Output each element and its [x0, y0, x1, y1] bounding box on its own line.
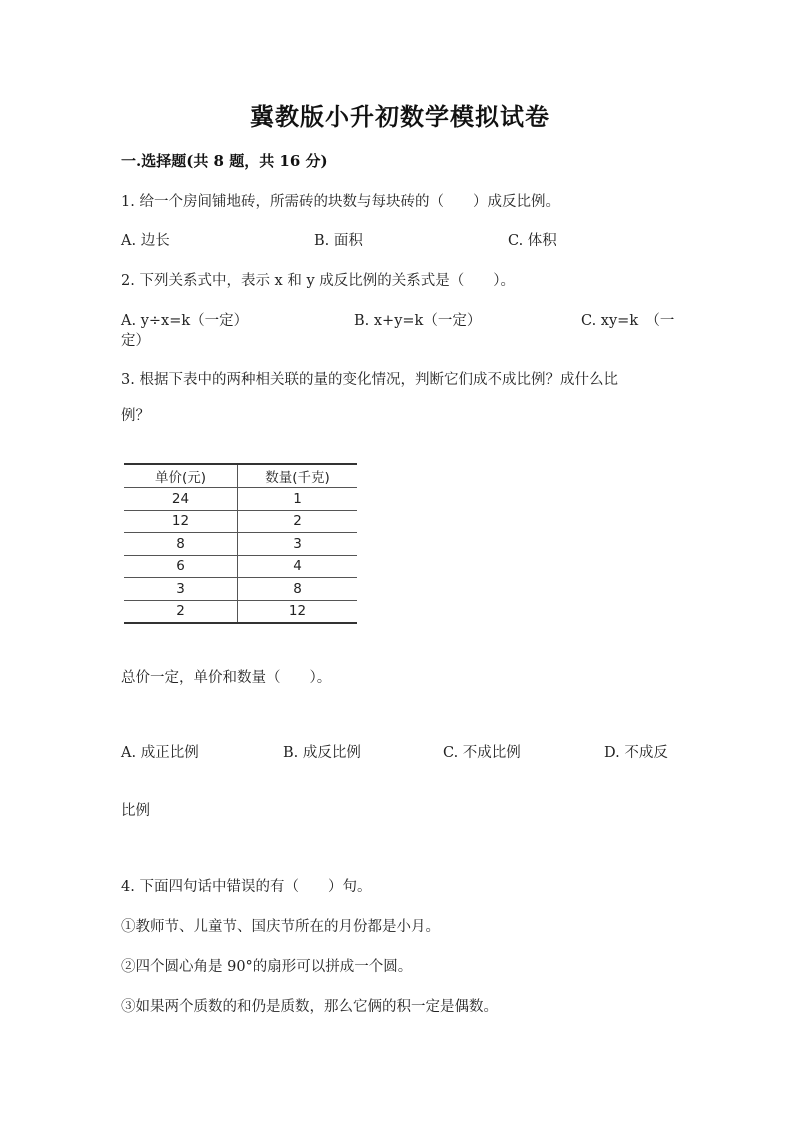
question-3-question: 总价一定，单价和数量（ ）。	[121, 670, 332, 686]
table-cell-quantity: 3	[238, 533, 358, 556]
table-cell-quantity: 4	[238, 555, 358, 578]
question-1-stem: 1. 给一个房间铺地砖，所需砖的块数与每块砖的（ ）成反比例。	[121, 194, 560, 210]
table-cell-quantity: 1	[238, 488, 358, 511]
table-cell-unit-price: 3	[124, 578, 238, 601]
table-cell-unit-price: 24	[124, 488, 238, 511]
question-2-option-a: A. y÷x=k（一定）	[121, 313, 249, 329]
question-1-option-b: B. 面积	[314, 233, 363, 249]
table-cell-quantity: 2	[238, 510, 358, 533]
section-heading: 一.选择题(共 8 题，共 16 分)	[121, 152, 328, 170]
question-2-stem: 2. 下列关系式中，表示 x 和 y 成反比例的关系式是（ ）。	[121, 273, 515, 289]
question-3-option-d-continued: 比例	[121, 803, 150, 819]
question-3-option-d: D. 不成反	[604, 745, 668, 761]
question-2-option-c: C. xy=k （一	[581, 313, 675, 329]
question-3-option-a: A. 成正比例	[121, 745, 199, 761]
question-2-option-b: B. x+y=k（一定）	[354, 313, 482, 329]
question-2-option-c-continued: 定）	[121, 333, 150, 349]
page-title: 冀教版小升初数学模拟试卷	[250, 102, 550, 131]
question-4-statement-2: ②四个圆心角是 90°的扇形可以拼成一个圆。	[121, 959, 413, 975]
question-3-stem-line-2: 例？	[121, 408, 150, 424]
question-1-option-c: C. 体积	[508, 233, 557, 249]
table-header-row	[124, 464, 357, 488]
question-4-statement-3: ③如果两个质数的和仍是质数，那么它俩的积一定是偶数。	[121, 999, 498, 1015]
question-4-statement-1: ①教师节、儿童节、国庆节所在的月份都是小月。	[121, 919, 440, 935]
question-1-option-a: A. 边长	[121, 233, 170, 249]
table-cell-quantity: 8	[238, 578, 358, 601]
table-cell-unit-price: 12	[124, 510, 238, 533]
table-row	[124, 555, 357, 578]
question-4-stem: 4. 下面四句话中错误的有（ ）句。	[121, 879, 372, 895]
table-cell-unit-price: 8	[124, 533, 238, 556]
table-header-quantity: 数量(千克)	[238, 464, 358, 488]
question-3-option-b: B. 成反比例	[283, 745, 361, 761]
table-row	[124, 510, 357, 533]
table-row	[124, 578, 357, 601]
table-cell-unit-price: 6	[124, 555, 238, 578]
table-row	[124, 488, 357, 511]
table-row	[124, 600, 357, 623]
table-row	[124, 533, 357, 556]
price-quantity-table	[124, 463, 357, 624]
table-header-unit-price: 单价(元)	[124, 464, 238, 488]
question-3-option-c: C. 不成比例	[443, 745, 521, 761]
table-cell-unit-price: 2	[124, 600, 238, 623]
question-3-stem-line-1: 3. 根据下表中的两种相关联的量的变化情况，判断它们成不成比例？成什么比	[121, 372, 618, 388]
table-cell-quantity: 12	[238, 600, 358, 623]
